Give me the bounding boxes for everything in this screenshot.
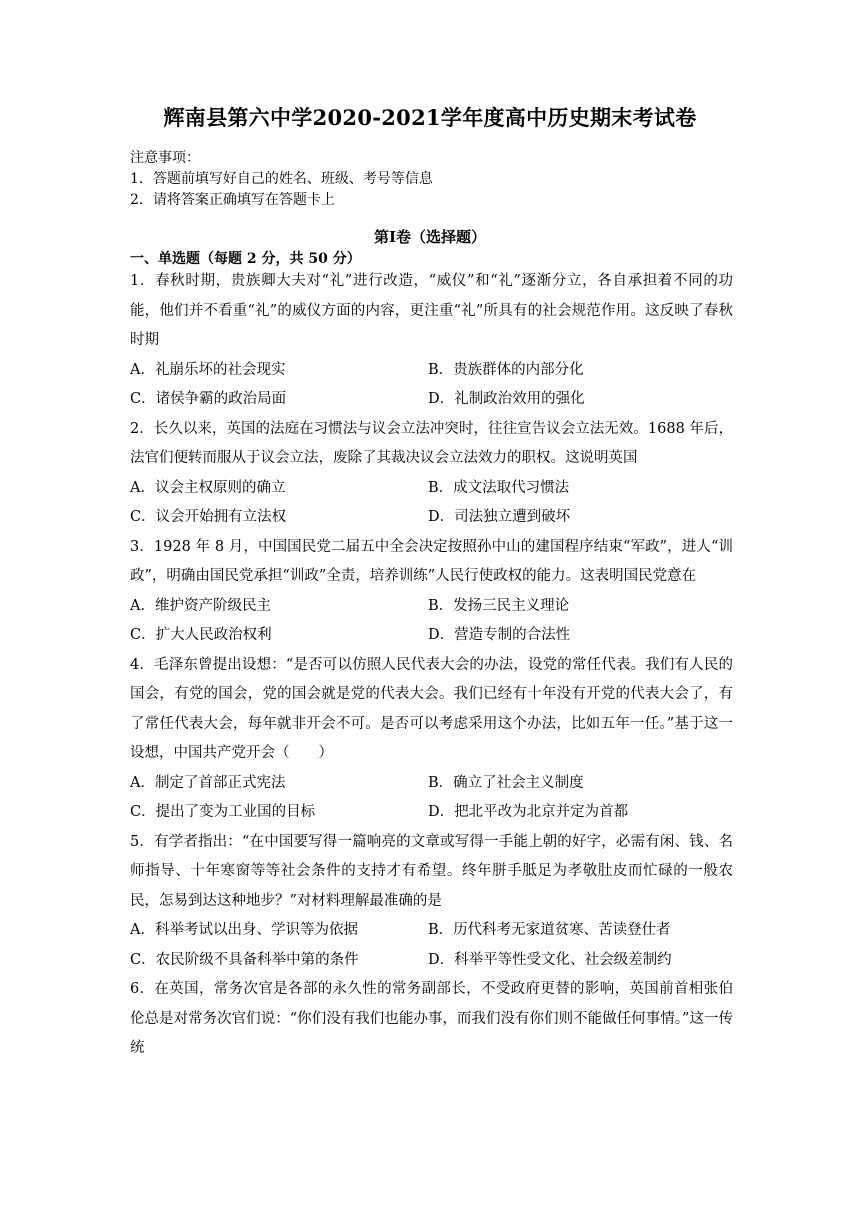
question-item: [130, 533, 733, 651]
option-row: [130, 916, 733, 946]
question-item: [130, 828, 733, 976]
option-c: C．扩大人民政治权利: [130, 627, 272, 643]
exam-title: 辉南县第六中学2020-2021学年度高中历史期末考试卷: [163, 105, 697, 130]
question-stem: 1．春秋时期，贵族卿大夫对“礼”进行改造，“威仪”和“礼”逐渐分立，各自承担着不同的功能，他们并不看重“礼”的威仪方面的内容，更注重“礼”所具有的社会规范作用。这反映了春秋时期: [130, 273, 733, 348]
part-title: 一、单选题（每题 2 分，共 50 分）: [130, 251, 361, 267]
option-row: [130, 592, 733, 622]
question-item: [130, 415, 733, 533]
option-a: A．制定了首部正式宪法: [130, 774, 286, 791]
section-title: 第Ⅰ卷（选择题）: [373, 228, 487, 246]
question-item: [130, 651, 733, 828]
option-row: [130, 474, 733, 504]
option-b: B．贵族群体的内部分化: [428, 361, 584, 378]
option-b: B．发扬三民主义理论: [428, 597, 570, 614]
question-stem: 3．1928 年 8 月，中国国民党二届五中全会决定按照孙中山的建国程序结束“军政”，进人“训政”，明确由国民党承担“训政”全责，培养训练”人民行使政权的能力。这表明国民党意在: [130, 538, 733, 584]
option-a: A．科举考试以出身、学识等为依据: [130, 922, 358, 938]
option-row: [130, 946, 733, 976]
option-row: [130, 503, 733, 533]
option-row: [130, 621, 733, 651]
option-a: A．维护资产阶级民主: [130, 597, 271, 614]
option-row: [130, 769, 733, 799]
option-c: C．农民阶级不具备科举中第的条件: [130, 951, 359, 968]
option-b: B．成文法取代习惯法: [428, 479, 570, 496]
question-list: [130, 267, 733, 1064]
question-item: [130, 975, 733, 1064]
notice-block: [130, 148, 433, 211]
notice-item: 2．请将答案正确填写在答题卡上: [130, 192, 335, 208]
option-d: D．司法独立遭到破坏: [428, 509, 571, 525]
option-d: D．科举平等性受文化、社会级差制约: [428, 951, 672, 968]
option-row: [130, 798, 733, 828]
notice-item: 1．答题前填写好自己的姓名、班级、考号等信息: [130, 171, 433, 187]
option-d: D．营造专制的合法性: [428, 627, 571, 643]
option-d: D．礼制政治效用的强化: [428, 391, 585, 407]
option-b: B．历代科考无家道贫寒、苦读登仕者: [428, 922, 671, 938]
option-a: A．议会主权原则的确立: [130, 479, 286, 496]
option-d: D．把北平改为北京并定为首都: [428, 804, 629, 820]
question-stem: 5．有学者指出：“在中国要写得一篇响亮的文章或写得一手能上朝的好字，必需有闲、钱、名师指导、十年寒窗等等社会条件的支持才有希望。终年胼手胝足为孝敬肚皮而忙碌的一般农民，怎易到达这种地步？”对材料理解最准确的是: [130, 833, 733, 909]
notice-heading: 注意事项：: [130, 150, 200, 166]
option-a: A．礼崩乐坏的社会现实: [130, 361, 286, 378]
question-stem: 6．在英国，常务次官是各部的永久性的常务副部长，不受政府更替的影响，英国前首相张伯伦总是对常务次官们说：“你们没有我们也能办事，而我们没有你们则不能做任何事情。”这一传统: [130, 981, 733, 1056]
option-c: C．诸侯争霸的政治局面: [130, 391, 287, 407]
option-c: C．提出了变为工业国的目标: [130, 804, 316, 820]
question-stem: 4．毛泽东曾提出设想：“是否可以仿照人民代表大会的办法，设党的常任代表。我们有人民的国会，有党的国会，党的国会就是党的代表大会。我们已经有十年没有开党的代表大会了，有了常任代表大会，每年就非开会不可。是否可以考虑采用这个办法，比如五年一任。”基于这一设想，中国共产党开会（ ）: [130, 656, 733, 761]
question-stem: 2．长久以来，英国的法庭在习惯法与议会立法冲突时，往往宣告议会立法无效。1688 年后，法官们便转而服从于议会立法，废除了其裁决议会立法效力的职权。这说明英国: [130, 420, 733, 466]
option-row: [130, 356, 733, 386]
question-item: [130, 267, 733, 415]
option-b: B．确立了社会主义制度: [428, 774, 584, 791]
option-c: C．议会开始拥有立法权: [130, 509, 287, 525]
option-row: [130, 385, 733, 415]
